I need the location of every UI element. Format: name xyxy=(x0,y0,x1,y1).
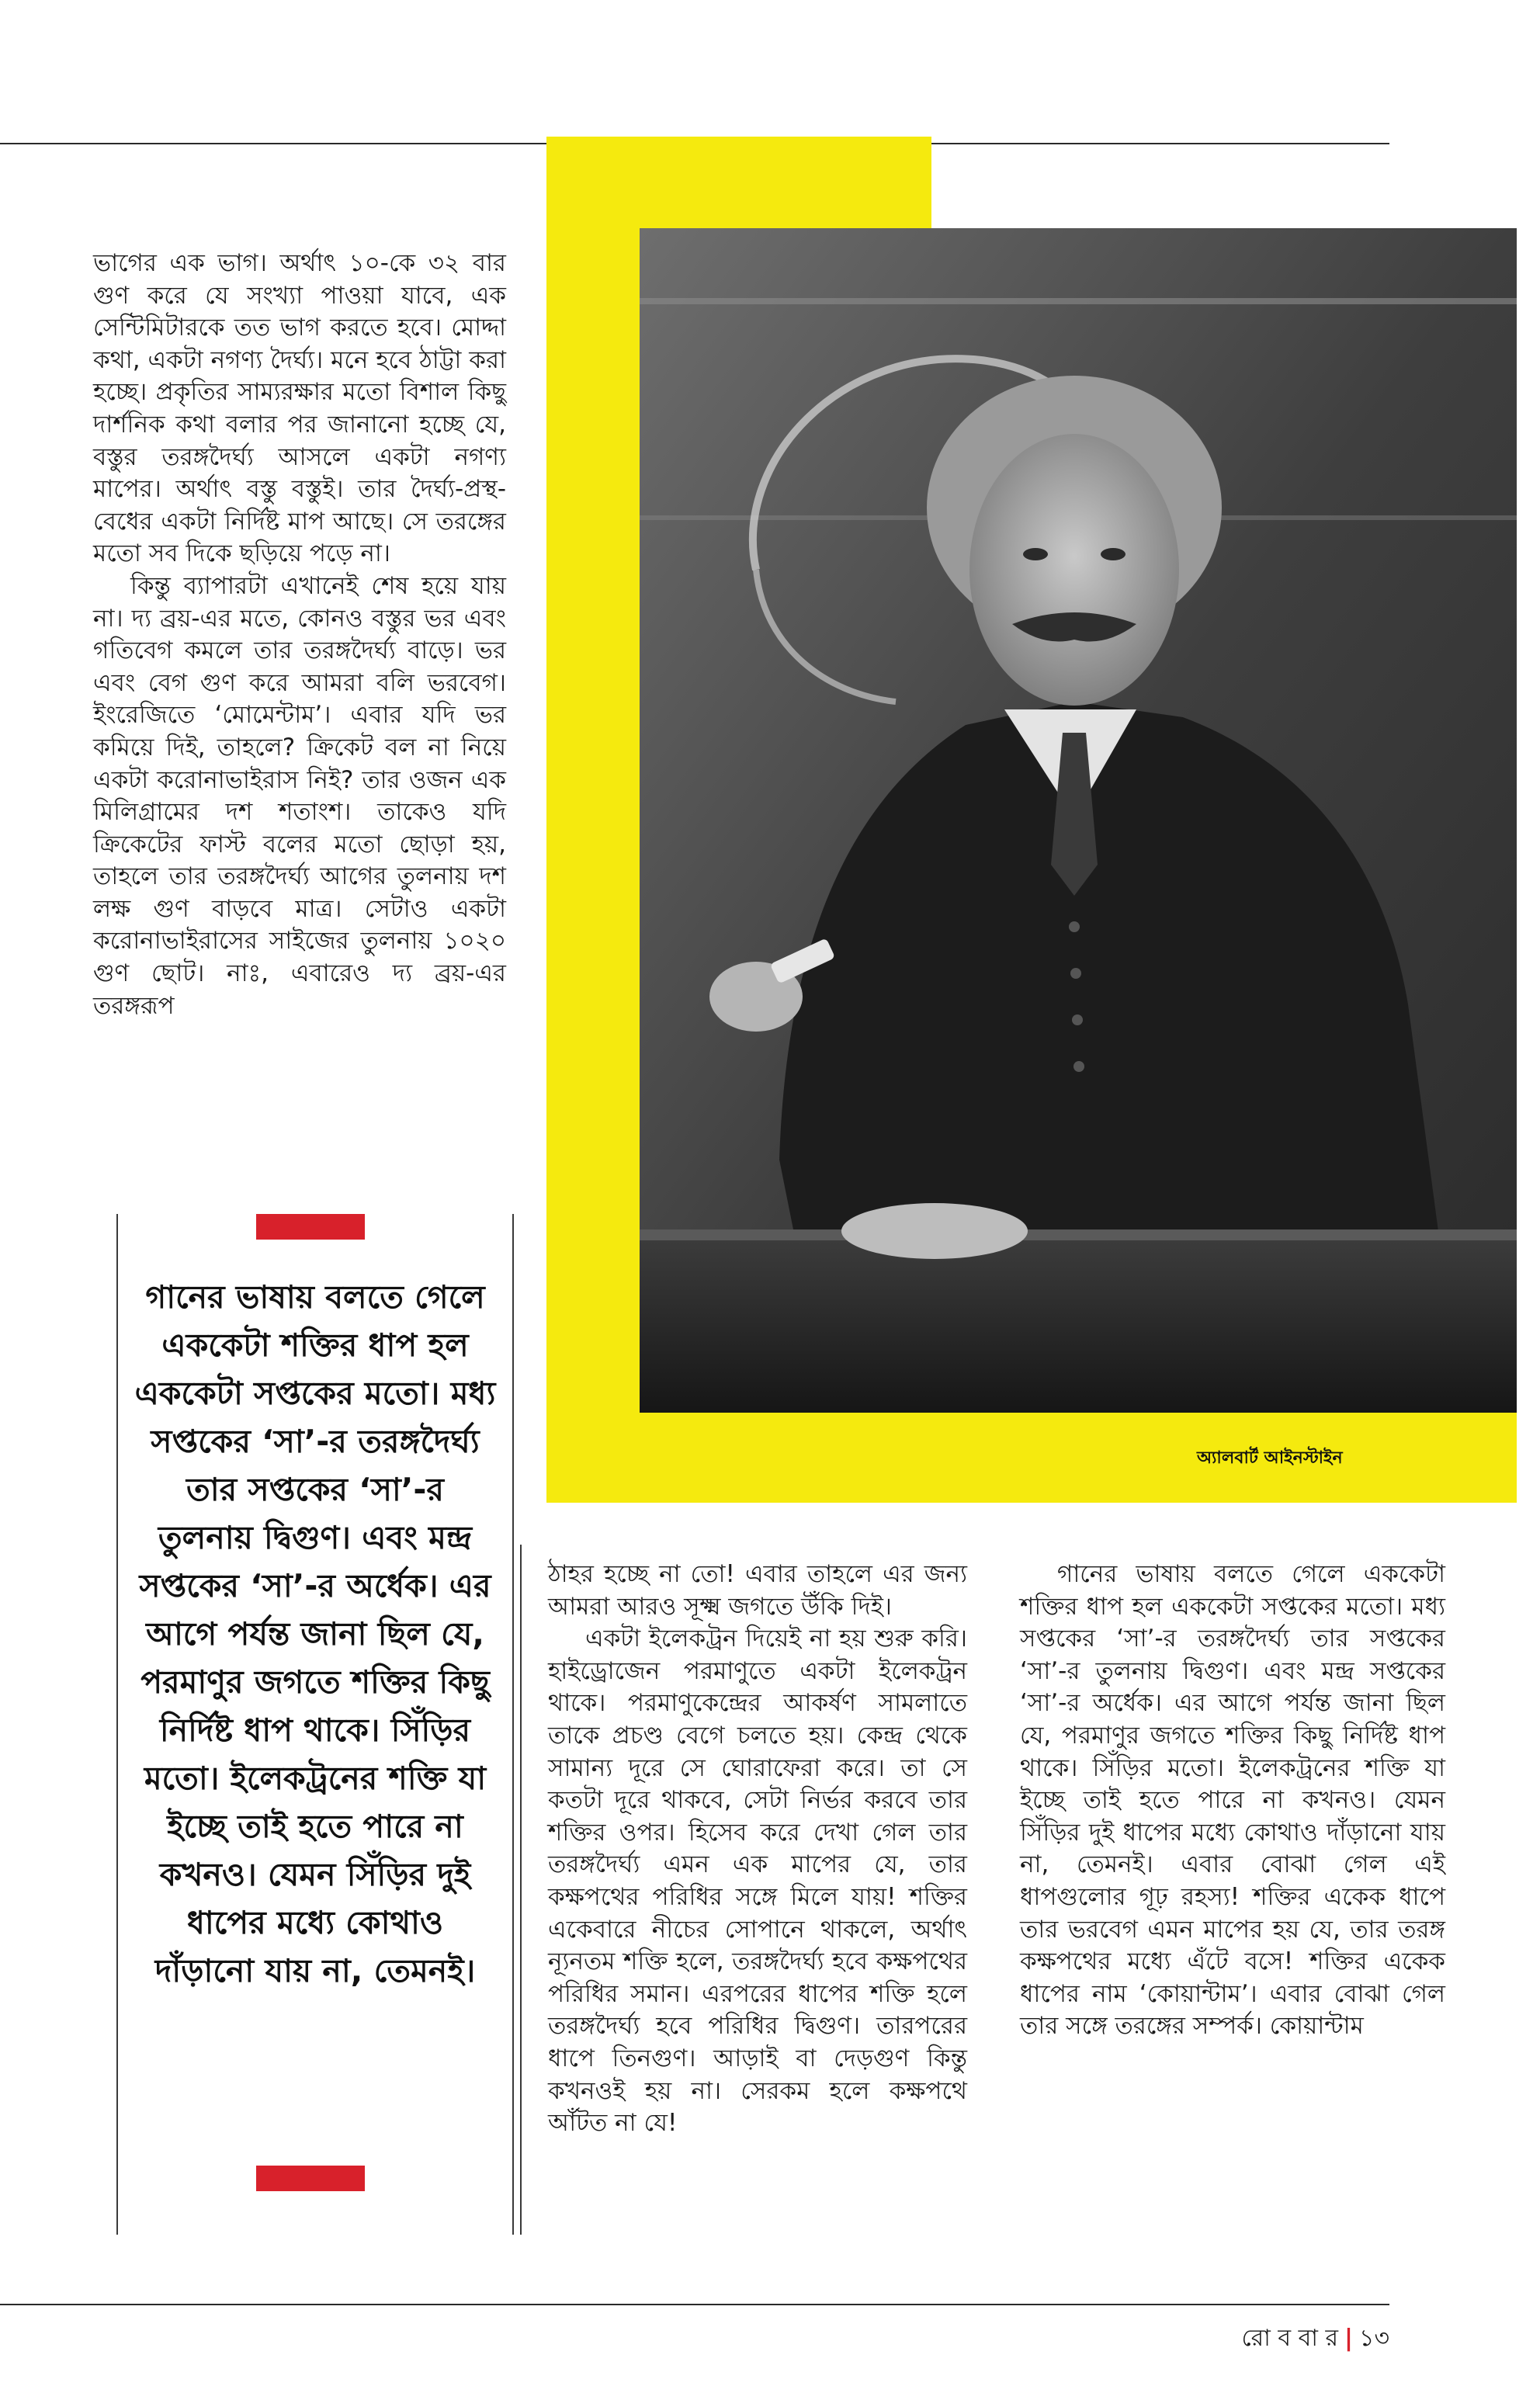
einstein-photo xyxy=(640,228,1517,1413)
paragraph: ঠাহর হচ্ছে না তো! এবার তাহলে এর জন্য আমরা আরও সূক্ষ্ম জগতে উঁকি দিই। xyxy=(548,1560,967,1621)
pull-quote-box xyxy=(116,1214,514,2235)
paragraph: কিন্তু ব্যাপারটা এখানেই শেষ হয়ে যায় না। দ্য ব্রয়-এর মতে, কোনও বস্তুর ভর এবং গতিবেগ কমলে তার তরঙ্গদৈর্ঘ্য বাড়ে। ভর এবং বেগ গুণ করে আমরা বলি ভরবেগ। ইংরেজিতে ‘মোমেন্টাম’। এবার যদি ভর কমিয়ে দিই, তাহলে? ক্রিকেট বল না নিয়ে একটা করোনাভাইরাস নিই? তার ওজন এক মিলিগ্রামের দশ শতাংশ। তাকেও যদি ক্রিকেটের ফাস্ট বলের মতো ছোড়া হয়, তাহলে তার তরঙ্গদৈর্ঘ্য আগের তুলনায় দশ লক্ষ গুণ বাড়বে মাত্র। সেটাও একটা করোনাভাইরাসের সাইজের তুলনায় ১০২০ গুণ ছোট। নাঃ, এবারেও দ্য ব্রয়-এর তরঙ্গরূপ xyxy=(93,571,506,1020)
page-folio xyxy=(1234,2319,1389,2359)
paragraph: গানের ভাষায় বলতে গেলে এককেটা শক্তির ধাপ হল এককেটা সপ্তকের মতো। মধ্য সপ্তকের ‘সা’-র তরঙ্গদৈর্ঘ্য তার সপ্তকের ‘সা’-র তুলনায় দ্বিগুণ। এবং মন্দ্র সপ্তকের ‘সা’-র অর্ধেক। এর আগে পর্যন্ত জানা ছিল যে, পরমাণুর জগতে শক্তির কিছু নির্দিষ্ট ধাপ থাকে। সিঁড়ির মতো। ইলেকট্রনের শক্তি যা ইচ্ছে তাই হতে পারে না কখনও। যেমন সিঁড়ির দুই ধাপের মধ্যে কোথাও দাঁড়ানো যায় না, তেমনই। এবার বোঝা গেল এই ধাপগুলোর গূঢ় রহস্য! শক্তির একেক ধাপে তার ভরবেগ এমন মাপের হয় যে, তার তরঙ্গ কক্ষপথের মধ্যে এঁটে বসে! শক্তির একেক ধাপের নাম ‘কোয়ান্টাম’। এবার বোঝা গেল তার সঙ্গে তরঙ্গের সম্পর্ক। কোয়ান্টাম xyxy=(1020,1560,1445,2041)
quote-top-bar xyxy=(256,1214,365,1240)
page-number: ১৩ xyxy=(1359,2325,1389,2352)
left-body-column xyxy=(93,248,506,1022)
column-divider xyxy=(520,1545,522,2235)
magazine-name: রো ব বা র xyxy=(1241,2325,1339,2352)
folio-separator: | xyxy=(1344,2325,1354,2352)
photo-caption: অ্যালবার্ট আইনস্টাইন xyxy=(1197,1448,1343,1468)
quote-bottom-bar xyxy=(256,2166,365,2191)
yellow-frame-left xyxy=(546,137,640,1503)
bottom-rule xyxy=(0,2304,1389,2305)
paragraph: একটা ইলেকট্রন দিয়েই না হয় শুরু করি। হাইড্রোজেন পরমাণুতে একটা ইলেকট্রন থাকে। পরমাণুকেন্দ্রের আকর্ষণ সামলাতে তাকে প্রচণ্ড বেগে চলতে হয়। কেন্দ্র থেকে সামান্য দূরে সে ঘোরাফেরা করে। তা সে কতটা দূরে থাকবে, সেটা নির্ভর করবে তার শক্তির ওপর। হিসেব করে দেখা গেল তার তরঙ্গদৈর্ঘ্য এমন এক মাপের যে, তার কক্ষপথের পরিধির সঙ্গে মিলে যায়! শক্তির একেবারে নীচের সোপানে থাকলে, অর্থাৎ ন্যূনতম শক্তি হলে, তরঙ্গদৈর্ঘ্য হবে কক্ষপথের পরিধির সমান। এরপরের ধাপের শক্তি হলে তরঙ্গদৈর্ঘ্য হবে পরিধির দ্বিগুণ। তারপরের ধাপে তিনগুণ। আড়াই বা দেড়গুণ কিন্তু কখনওই হয় না। সেরকম হলে কক্ষপথে আঁটত না যে! xyxy=(548,1625,967,2138)
middle-body-column xyxy=(548,1559,967,2140)
right-body-column xyxy=(1020,1559,1445,2043)
pull-quote-text: গানের ভাষায় বলতে গেলে এককেটা শক্তির ধাপ হল এককেটা সপ্তকের মতো। মধ্য সপ্তকের ‘সা’-র তরঙ্গদৈর্ঘ্য তার সপ্তকের ‘সা’-র তুলনায় দ্বিগুণ। এবং মন্দ্র সপ্তকের ‘সা’-র অর্ধেক। এর আগে পর্যন্ত জানা ছিল যে, পরমাণুর জগতে শক্তির কিছু নির্দিষ্ট ধাপ থাকে। সিঁড়ির মতো। ইলেকট্রনের শক্তি যা ইচ্ছে তাই হতে পারে না কখনও। যেমন সিঁড়ির দুই ধাপের মধ্যে কোথাও দাঁড়ানো যায় না, তেমনই। xyxy=(134,1278,496,1989)
paragraph: ভাগের এক ভাগ। অর্থাৎ ১০-কে ৩২ বার গুণ করে যে সংখ্যা পাওয়া যাবে, এক সেন্টিমিটারকে তত ভাগ করতে হবে। মোদ্দা কথা, একটা নগণ্য দৈর্ঘ্য। মনে হবে ঠাট্টা করা হচ্ছে। প্রকৃতির সাম্যরক্ষার মতো বিশাল কিছু দার্শনিক কথা বলার পর জানানো হচ্ছে যে, বস্তুর তরঙ্গদৈর্ঘ্য আসলে একটা নগণ্য মাপের। অর্থাৎ বস্তু বস্তুই। তার দৈর্ঘ্য-প্রস্থ-বেধের একটা নির্দিষ্ট মাপ আছে। সে তরঙ্গের মতো সব দিকে ছড়িয়ে পড়ে না। xyxy=(93,249,506,568)
